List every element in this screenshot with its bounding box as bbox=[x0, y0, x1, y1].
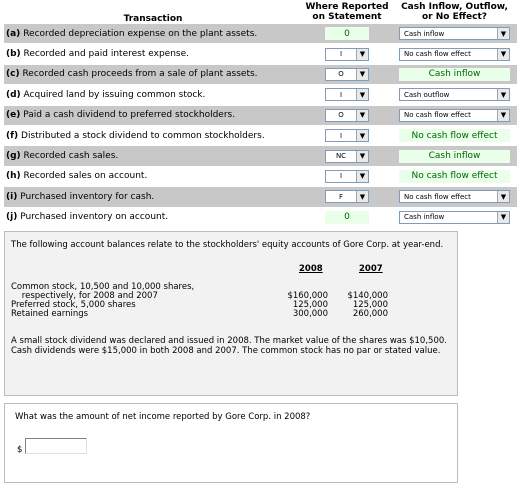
info-note: A small stock dividend was declared and issued in 2008. The market value of the shares was $10,500. Cash dividends were $15,000 in both 2008 and 2007. The common stock has no par or stated value. bbox=[11, 336, 447, 356]
balance-2007: 125,000 bbox=[352, 300, 388, 310]
cash-effect-value: Cash inflow bbox=[404, 213, 445, 222]
transaction-letter: (c) bbox=[6, 69, 20, 80]
chevron-down-icon[interactable]: ▼ bbox=[497, 89, 509, 100]
transaction-row bbox=[4, 146, 517, 166]
where-reported-cell bbox=[302, 68, 392, 81]
transaction-text: Recorded and paid interest expense. bbox=[23, 49, 189, 60]
chevron-down-icon[interactable]: ▼ bbox=[356, 69, 368, 80]
where-reported-select[interactable] bbox=[325, 190, 369, 203]
where-reported-select[interactable] bbox=[325, 150, 369, 163]
balance-2007: 260,000 bbox=[352, 309, 388, 319]
transaction-text: Distributed a stock dividend to common stockholders. bbox=[21, 130, 265, 141]
transaction-text: Recorded cash sales. bbox=[23, 151, 119, 162]
transaction-row bbox=[4, 24, 517, 44]
where-reported-cell bbox=[302, 211, 392, 224]
cash-effect-select[interactable] bbox=[399, 27, 510, 40]
balance-2007: $140,000 bbox=[347, 291, 388, 301]
where-reported-cell bbox=[302, 88, 392, 101]
transaction-row bbox=[4, 65, 517, 85]
transaction-row bbox=[4, 208, 517, 228]
where-reported-select[interactable] bbox=[325, 109, 369, 122]
header-transaction: Transaction bbox=[123, 14, 183, 24]
currency-symbol: $ bbox=[17, 445, 23, 455]
balances-table bbox=[11, 264, 451, 324]
where-reported-cell bbox=[302, 109, 392, 122]
transaction-text: Paid a cash dividend to preferred stockholders. bbox=[23, 110, 236, 121]
transaction-row bbox=[4, 187, 517, 207]
cash-effect-value: Cash outflow bbox=[404, 90, 450, 99]
transaction-cell bbox=[4, 49, 302, 59]
header-where-line2: on Statement bbox=[312, 12, 382, 22]
where-reported-select[interactable] bbox=[325, 129, 369, 142]
transaction-text: Acquired land by issuing common stock. bbox=[23, 89, 206, 100]
cash-effect-cell bbox=[392, 48, 517, 61]
balance-2008: $160,000 bbox=[287, 291, 328, 301]
grid-rows bbox=[4, 24, 517, 228]
header-cash-effect bbox=[392, 2, 517, 24]
cash-effect-cell bbox=[392, 170, 517, 183]
chevron-down-icon[interactable]: ▼ bbox=[497, 28, 509, 39]
transaction-row bbox=[4, 44, 517, 64]
transaction-cell bbox=[4, 131, 302, 141]
cash-effect-cell bbox=[392, 190, 517, 203]
cash-effect-select[interactable] bbox=[399, 109, 510, 122]
where-reported-cell bbox=[302, 48, 392, 61]
chevron-down-icon[interactable]: ▼ bbox=[356, 130, 368, 141]
cash-effect-cell bbox=[392, 88, 517, 101]
transaction-text: Recorded sales on account. bbox=[23, 171, 148, 182]
transaction-cell bbox=[4, 212, 302, 222]
transaction-text: Purchased inventory on account. bbox=[20, 212, 169, 223]
transaction-letter: (a) bbox=[6, 28, 21, 39]
where-reported-value: O bbox=[338, 111, 344, 120]
transaction-row bbox=[4, 85, 517, 105]
header-cash-line1: Cash Inflow, Outflow, bbox=[401, 2, 508, 12]
transaction-cell bbox=[4, 29, 302, 39]
where-reported-value: F bbox=[338, 192, 344, 201]
balance-label: Preferred stock, 5,000 shares bbox=[11, 300, 136, 310]
chevron-down-icon[interactable]: ▼ bbox=[356, 110, 368, 121]
where-reported-value: NC bbox=[335, 152, 347, 161]
where-reported-answer: 0 bbox=[325, 211, 369, 224]
transaction-letter: (f) bbox=[6, 130, 19, 141]
where-reported-select[interactable] bbox=[325, 48, 369, 61]
year-2008-header: 2008 bbox=[299, 264, 323, 274]
where-reported-cell bbox=[302, 170, 392, 183]
grid-header bbox=[4, 2, 517, 24]
balance-label: Retained earnings bbox=[11, 309, 89, 319]
transaction-row bbox=[4, 126, 517, 146]
chevron-down-icon[interactable]: ▼ bbox=[356, 191, 368, 202]
balance-label: respectively, for 2008 and 2007 bbox=[11, 291, 158, 301]
chevron-down-icon[interactable]: ▼ bbox=[356, 49, 368, 60]
where-reported-select[interactable] bbox=[325, 88, 369, 101]
chevron-down-icon[interactable]: ▼ bbox=[356, 171, 368, 182]
header-where-reported bbox=[302, 2, 392, 24]
transaction-text: Recorded depreciation expense on the plant assets. bbox=[23, 28, 258, 39]
transaction-cell bbox=[4, 171, 302, 181]
where-reported-value: I bbox=[339, 50, 343, 59]
where-reported-cell bbox=[302, 150, 392, 163]
chevron-down-icon[interactable]: ▼ bbox=[497, 212, 509, 223]
cash-effect-cell bbox=[392, 68, 517, 81]
transaction-cell bbox=[4, 69, 302, 79]
transaction-text: Recorded cash proceeds from a sale of plant assets. bbox=[22, 69, 258, 80]
header-cash-line2: or No Effect? bbox=[421, 12, 487, 22]
transaction-cell bbox=[4, 110, 302, 120]
transaction-grid bbox=[4, 2, 517, 228]
transaction-letter: (b) bbox=[6, 49, 21, 60]
where-reported-value: I bbox=[339, 172, 343, 181]
transaction-letter: (h) bbox=[6, 171, 21, 182]
transaction-row bbox=[4, 106, 517, 126]
where-reported-value: O bbox=[338, 70, 344, 79]
cash-effect-answer: No cash flow effect bbox=[399, 129, 510, 142]
transaction-letter: (e) bbox=[6, 110, 21, 121]
year-2007-header: 2007 bbox=[359, 264, 383, 274]
where-reported-select[interactable] bbox=[325, 68, 369, 81]
transaction-letter: (g) bbox=[6, 151, 21, 162]
header-where-line1: Where Reported bbox=[305, 2, 389, 12]
cash-effect-select[interactable] bbox=[399, 48, 510, 61]
cash-effect-cell bbox=[392, 27, 517, 40]
transaction-cell bbox=[4, 90, 302, 100]
transaction-letter: (d) bbox=[6, 89, 21, 100]
cash-effect-select[interactable] bbox=[399, 190, 510, 203]
transaction-letter: (i) bbox=[6, 191, 18, 202]
balance-2008: 300,000 bbox=[292, 309, 328, 319]
transaction-cell bbox=[4, 192, 302, 202]
cash-effect-cell bbox=[392, 109, 517, 122]
where-reported-cell bbox=[302, 129, 392, 142]
transaction-row bbox=[4, 167, 517, 187]
chevron-down-icon[interactable]: ▼ bbox=[497, 49, 509, 60]
cash-effect-value: No cash flow effect bbox=[404, 192, 471, 201]
chevron-down-icon[interactable]: ▼ bbox=[356, 89, 368, 100]
info-panel bbox=[4, 231, 458, 396]
where-reported-value: I bbox=[339, 90, 343, 99]
where-reported-value: I bbox=[339, 131, 343, 140]
cash-effect-answer: Cash inflow bbox=[399, 150, 510, 163]
question-panel bbox=[4, 403, 458, 483]
cash-effect-value: Cash inflow bbox=[404, 29, 445, 38]
cash-effect-cell bbox=[392, 150, 517, 163]
cash-effect-value: No cash flow effect bbox=[404, 50, 471, 59]
cash-effect-cell bbox=[392, 129, 517, 142]
cash-effect-answer: Cash inflow bbox=[399, 68, 510, 81]
where-reported-answer: 0 bbox=[325, 27, 369, 40]
chevron-down-icon[interactable]: ▼ bbox=[356, 151, 368, 162]
where-reported-cell bbox=[302, 190, 392, 203]
cash-effect-answer: No cash flow effect bbox=[399, 170, 510, 183]
transaction-letter: (j) bbox=[6, 212, 18, 223]
balance-label: Common stock, 10,500 and 10,000 shares, bbox=[11, 282, 195, 292]
where-reported-select[interactable] bbox=[325, 170, 369, 183]
transaction-text: Purchased inventory for cash. bbox=[20, 191, 155, 202]
chevron-down-icon[interactable]: ▼ bbox=[497, 110, 509, 121]
cash-effect-value: No cash flow effect bbox=[404, 111, 471, 120]
transaction-cell bbox=[4, 151, 302, 161]
cash-effect-cell bbox=[392, 211, 517, 224]
question-text: What was the amount of net income reported by Gore Corp. in 2008? bbox=[15, 412, 311, 422]
balance-2008: 125,000 bbox=[292, 300, 328, 310]
cash-effect-select[interactable] bbox=[399, 88, 510, 101]
net-income-input[interactable] bbox=[25, 438, 87, 454]
cash-effect-select[interactable] bbox=[399, 211, 510, 224]
info-intro: The following account balances relate to the stockholders' equity accounts of Gore Corp. at year-end. bbox=[11, 240, 444, 250]
chevron-down-icon[interactable]: ▼ bbox=[497, 191, 509, 202]
where-reported-cell bbox=[302, 27, 392, 40]
